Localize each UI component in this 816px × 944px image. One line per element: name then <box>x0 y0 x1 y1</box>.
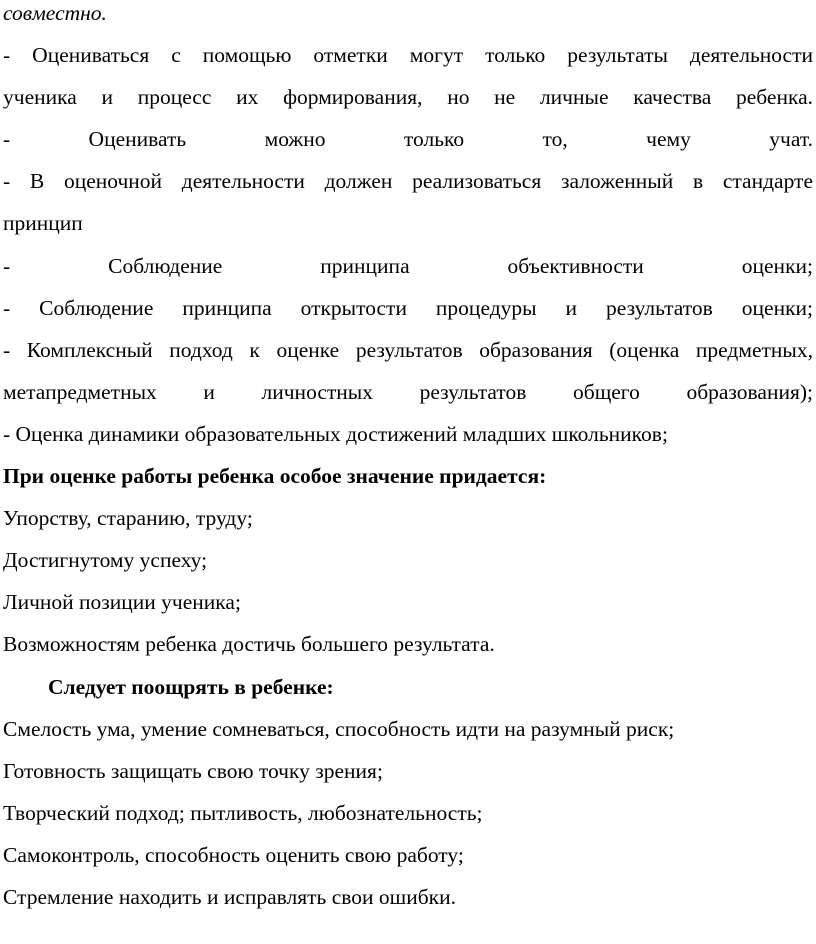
text-line: - Оценка динамики образовательных достижений младших школьников; <box>3 421 668 446</box>
list-item: Возможностям ребенка достичь большего результата. <box>3 632 495 657</box>
list-item: Самоконтроль, способность оценить свою работу; <box>3 842 464 867</box>
list-item: Личной позиции ученика; <box>3 590 241 615</box>
section-heading: Следует поощрять в ребенке: <box>48 674 334 699</box>
text-line: метапредметных и личностных результатов общего образования); <box>3 379 813 404</box>
list-item: Готовность защищать свою точку зрения; <box>3 758 383 783</box>
section-heading: При оценке работы ребенка особое значение придается: <box>3 464 547 489</box>
list-item: Смелость ума, умение сомневаться, способность идти на разумный риск; <box>3 716 675 741</box>
text-line: - В оценочной деятельности должен реализоваться заложенный в стандарте <box>3 169 813 194</box>
text-line: - Соблюдение принципа объективности оценки; <box>3 253 813 278</box>
list-item: Достигнутому успеху; <box>3 548 208 573</box>
text-line: совместно. <box>3 1 107 25</box>
text-line: - Соблюдение принципа открытости процедуры и результатов оценки; <box>3 295 813 320</box>
list-item: Стремление находить и исправлять свои ошибки. <box>3 884 456 909</box>
list-item: Упорству, старанию, труду; <box>3 506 253 531</box>
text-line: принцип <box>3 211 83 236</box>
list-item: Творческий подход; пытливость, любознательность; <box>3 800 483 825</box>
text-line: - Оцениваться с помощью отметки могут только результаты деятельности <box>3 43 813 68</box>
text-line: ученика и процесс их формирования, но не личные качества ребенка. <box>3 85 813 110</box>
text-line: - Оценивать можно только то, чему учат. <box>3 127 813 152</box>
document-page <box>3 0 813 918</box>
text-line: - Комплексный подход к оценке результатов образования (оценка предметных, <box>3 337 813 362</box>
